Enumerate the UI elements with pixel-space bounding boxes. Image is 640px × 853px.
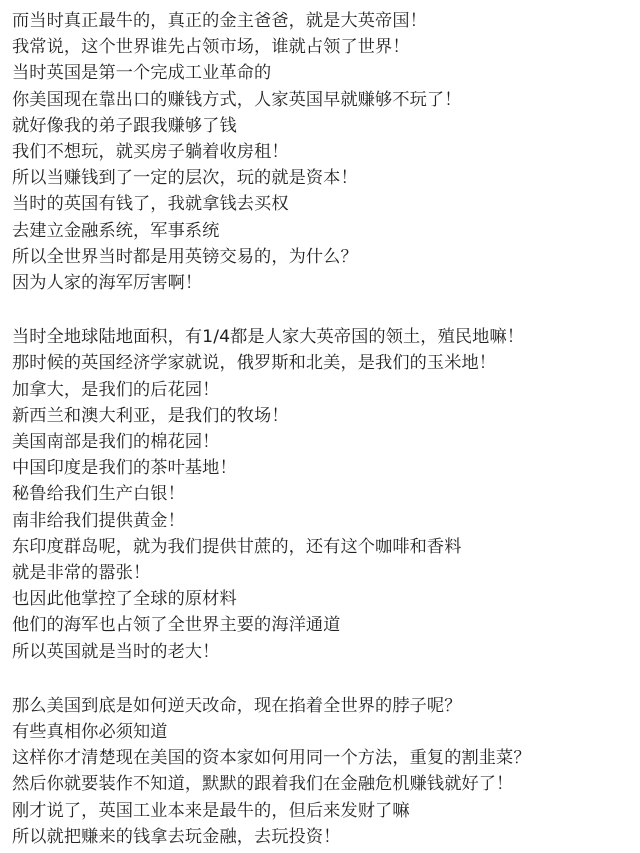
text-line: 有些真相你必须知道 — [12, 722, 168, 743]
text-line: 然后你就要装作不知道，默默的跟着我们在金融危机赚钱就好了！ — [12, 774, 514, 795]
text-line: 南非给我们提供黄金！ — [12, 510, 185, 531]
text-line: 而当时真正最牛的，真正的金主爸爸，就是大英帝国！ — [12, 11, 427, 31]
text-line: 所以英国就是当时的老大！ — [12, 641, 220, 662]
text-line: 就是非常的嚣张！ — [12, 563, 151, 584]
text-line: 那时候的英国经济学家就说，俄罗斯和北美，是我们的玉米地！ — [12, 353, 497, 374]
text-line: 也因此他掌控了全球的原材料 — [12, 589, 237, 610]
text-line: 新西兰和澳大利亚，是我们的牧场！ — [12, 405, 289, 426]
document-body — [12, 8, 632, 850]
text-line: 刚才说了，英国工业本来是最牛的，但后来发财了嘛 — [12, 800, 410, 821]
text-line: 加拿大，是我们的后花园！ — [12, 379, 220, 400]
text-line: 这样你才清楚现在美国的资本家如何用同一个方法，重复的割韭菜？ — [12, 748, 531, 769]
paragraph-1 — [12, 8, 632, 296]
text-line: 东印度群岛呢，就为我们提供甘蔗的，还有这个咖啡和香料 — [12, 536, 462, 557]
text-line: 当时的英国有钱了，我就拿钱去买权 — [12, 194, 289, 215]
text-line: 因为人家的海军厉害啊！ — [12, 273, 203, 294]
text-line: 当时英国是第一个完成工业革命的 — [12, 63, 272, 84]
text-line: 所以就把赚来的钱拿去玩金融，去玩投资！ — [12, 826, 341, 847]
text-line: 你美国现在靠出口的赚钱方式，人家英国早就赚够不玩了！ — [12, 89, 462, 110]
text-line: 所以当赚钱到了一定的层次，玩的就是资本！ — [12, 168, 358, 189]
text-line: 美国南部是我们的棉花园！ — [12, 432, 220, 453]
text-line: 他们的海军也占领了全世界主要的海洋通道 — [12, 615, 341, 636]
text-line: 就好像我的弟子跟我赚够了钱 — [12, 115, 237, 136]
paragraph-2 — [12, 324, 632, 665]
text-line: 去建立金融系统，军事系统 — [12, 220, 220, 241]
paragraph-3 — [12, 693, 632, 850]
text-line: 中国印度是我们的茶叶基地！ — [12, 458, 237, 479]
text-line: 秘鲁给我们生产白银！ — [12, 484, 185, 505]
text-line: 我常说，这个世界谁先占领市场，谁就占领了世界！ — [12, 37, 410, 58]
text-line: 那么美国到底是如何逆天改命，现在掐着全世界的脖子呢？ — [12, 695, 462, 716]
text-line: 当时全地球陆地面积，有1/4都是人家大英帝国的领土，殖民地嘛！ — [12, 327, 525, 348]
text-line: 所以全世界当时都是用英镑交易的，为什么？ — [12, 246, 358, 267]
text-line: 我们不想玩，就买房子躺着收房租！ — [12, 142, 289, 163]
